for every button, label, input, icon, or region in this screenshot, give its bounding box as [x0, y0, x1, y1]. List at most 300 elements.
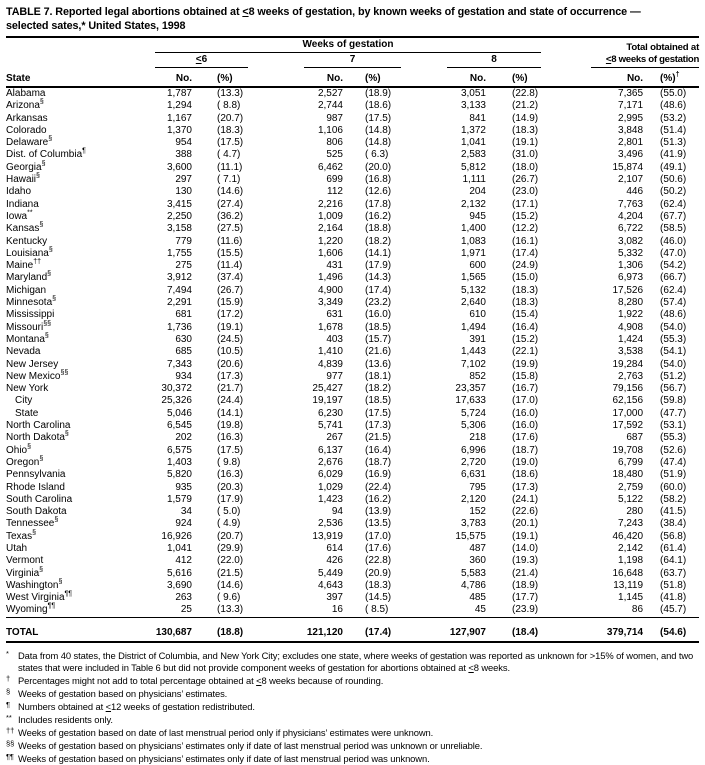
table-row	[6, 469, 699, 481]
percent-cell: ( 4.9)	[217, 518, 241, 530]
state-name-cell	[6, 87, 150, 100]
state-name-cell	[6, 186, 150, 198]
percent-cell: (17.5)	[217, 444, 244, 456]
percent-cell: (46.0)	[660, 235, 687, 247]
percent-cell: (18.1)	[365, 370, 392, 382]
state-name-cell	[6, 236, 150, 248]
number-cell: 3,912	[166, 272, 192, 284]
number-cell: 297	[175, 174, 192, 186]
total-pct-cell: (54.6)	[643, 617, 699, 642]
state-name: Michigan	[6, 284, 47, 296]
state-name: Vermont	[6, 555, 44, 567]
state-name: Alabama	[6, 88, 46, 99]
pct-column-header: (%)	[343, 68, 401, 87]
percent-cell: (22.0)	[217, 555, 244, 567]
table-row	[6, 211, 699, 223]
table-row	[6, 87, 699, 100]
percent-cell: (54.0)	[660, 321, 687, 333]
state-name-cell	[6, 506, 150, 518]
number-cell: 388	[175, 149, 192, 161]
number-cell: 525	[326, 149, 343, 161]
number-cell: 7,343	[166, 358, 192, 370]
percent-cell: (14.9)	[512, 112, 539, 124]
number-cell: 681	[175, 309, 192, 321]
percent-cell: (22.8)	[365, 555, 392, 567]
percent-cell: (18.3)	[217, 124, 244, 136]
number-cell: 1,041	[460, 137, 486, 149]
percent-cell: (51.9)	[660, 469, 687, 481]
number-cell: 30,372	[161, 383, 192, 395]
percent-cell: (15.2)	[512, 333, 539, 345]
number-cell: 17,592	[612, 420, 644, 432]
state-footnote-marker: ††	[33, 258, 42, 266]
table-row	[6, 395, 699, 407]
state-name: Rhode Island	[6, 481, 65, 493]
number-cell: 1,009	[317, 210, 343, 222]
percent-cell: (15.9)	[217, 297, 244, 309]
number-cell: 4,900	[317, 284, 343, 296]
state-name-cell	[6, 223, 150, 235]
percent-cell: (56.7)	[660, 383, 687, 395]
state-name-cell	[6, 568, 150, 580]
number-cell: 34	[180, 506, 192, 518]
table-row	[6, 555, 699, 567]
percent-cell: (22.1)	[512, 346, 539, 358]
percent-cell: (62.4)	[660, 198, 687, 210]
percent-cell: (36.2)	[217, 210, 244, 222]
total-obtained-header-line2: <8 weeks of gestation	[541, 53, 699, 68]
percent-cell: (12.6)	[365, 186, 392, 198]
percent-cell: (17.9)	[217, 493, 244, 505]
table-row	[6, 149, 699, 161]
footnote: §§ Weeks of gestation based on physicians’ estimates only if date of last menstrual period was unknown or unreliable.	[6, 738, 483, 751]
state-name: Indiana	[6, 198, 39, 210]
number-cell: 3,082	[618, 235, 644, 247]
number-cell: 431	[326, 260, 343, 272]
state-name-cell	[6, 113, 150, 125]
percent-cell: (21.5)	[217, 567, 244, 579]
number-cell: 16,648	[612, 567, 644, 579]
state-name-cell	[6, 469, 150, 481]
state-footnote-marker: §	[39, 566, 44, 574]
footnote-text: Includes residents only.	[18, 713, 113, 725]
number-cell: 2,132	[460, 198, 486, 210]
state-name: Idaho	[6, 186, 32, 198]
total-pct-cell: (17.4)	[343, 617, 401, 642]
table-row	[6, 236, 699, 248]
percent-cell: (17.5)	[365, 407, 392, 419]
number-cell: 3,415	[166, 198, 192, 210]
number-cell: 600	[469, 260, 486, 272]
table-row	[6, 580, 699, 592]
table-body	[6, 87, 699, 617]
percent-cell: (47.4)	[660, 456, 687, 468]
number-cell: 3,051	[460, 88, 486, 99]
percent-cell: (16.9)	[365, 469, 392, 481]
state-footnote-marker: §§	[60, 369, 69, 377]
number-cell: 86	[631, 604, 644, 616]
percent-cell: (22.8)	[512, 88, 539, 99]
percent-cell: (53.2)	[660, 112, 687, 124]
percent-cell: ( 4.7)	[217, 149, 241, 161]
number-cell: 1,029	[317, 481, 343, 493]
percent-cell: (23.9)	[512, 604, 539, 616]
state-name-cell	[6, 457, 150, 469]
number-cell: 2,536	[317, 518, 343, 530]
number-cell: 6,462	[317, 161, 343, 173]
number-cell: 1,971	[460, 247, 486, 259]
table-row	[6, 482, 699, 494]
state-name-cell	[6, 137, 150, 149]
number-cell: 7,763	[618, 198, 644, 210]
state-name: Delaware	[6, 137, 49, 149]
state-name-cell	[6, 346, 150, 358]
percent-cell: (18.3)	[512, 124, 539, 136]
state-footnote-marker: ¶	[82, 148, 86, 156]
percent-cell: (16.0)	[512, 407, 539, 419]
state-name-cell	[6, 518, 150, 530]
state-name: North Carolina	[6, 420, 71, 432]
state-footnote-marker: ¶¶	[64, 590, 73, 598]
number-cell: 4,908	[618, 321, 644, 333]
table-row	[6, 457, 699, 469]
percent-cell: (64.1)	[660, 555, 687, 567]
number-cell: 218	[469, 432, 486, 444]
number-cell: 1,106	[317, 124, 343, 136]
percent-cell: (15.0)	[512, 272, 539, 284]
percent-cell: (49.1)	[660, 161, 687, 173]
state-footnote-marker: **	[27, 209, 33, 217]
state-footnote-marker: §	[36, 172, 40, 180]
percent-cell: (54.0)	[660, 358, 687, 370]
state-footnote-marker: §	[48, 135, 53, 143]
number-cell: 7,494	[166, 284, 192, 296]
table-row	[6, 272, 699, 284]
state-footnote-marker: §	[54, 517, 59, 525]
table-row	[6, 432, 699, 444]
percent-cell: (22.6)	[512, 506, 539, 518]
percent-cell: (18.5)	[365, 321, 392, 333]
number-cell: 25,326	[161, 395, 192, 407]
number-cell: 18,480	[612, 469, 644, 481]
number-cell: 5,583	[460, 567, 486, 579]
state-name: Tennessee	[6, 518, 55, 530]
percent-cell: (18.2)	[365, 383, 392, 395]
percent-cell: (14.1)	[217, 407, 244, 419]
percent-cell: (16.4)	[512, 321, 539, 333]
percent-cell: (21.7)	[217, 383, 244, 395]
percent-cell: (16.2)	[365, 493, 392, 505]
number-cell: 152	[469, 506, 486, 518]
percent-cell: (20.9)	[365, 567, 392, 579]
percent-cell: (17.0)	[365, 530, 392, 542]
table-row	[6, 174, 699, 186]
number-cell: 2,583	[460, 149, 486, 161]
percent-cell: (41.5)	[660, 506, 687, 518]
percent-cell: (41.9)	[660, 149, 687, 161]
number-cell: 1,606	[317, 247, 343, 259]
table-row	[6, 199, 699, 211]
no-column-header: No.	[401, 68, 486, 87]
state-name: South Carolina	[6, 493, 73, 505]
percent-cell: (19.9)	[512, 358, 539, 370]
percent-cell: (60.0)	[660, 481, 687, 493]
number-cell: 1,423	[317, 493, 343, 505]
percent-cell: (14.8)	[365, 124, 392, 136]
percent-cell: (14.6)	[217, 579, 244, 591]
number-cell: 5,741	[317, 420, 343, 432]
state-name-cell	[6, 580, 150, 592]
percent-cell: (24.5)	[217, 333, 244, 345]
number-cell: 5,616	[166, 567, 192, 579]
number-cell: 5,812	[460, 161, 486, 173]
state-name: State	[15, 407, 39, 419]
percent-cell: (19.8)	[217, 420, 244, 432]
number-cell: 6,973	[618, 272, 644, 284]
footnotes	[6, 650, 699, 765]
pct-column-header: (%)	[486, 68, 541, 87]
table-row	[6, 494, 699, 506]
number-cell: 5,332	[618, 247, 644, 259]
percent-cell: (17.6)	[512, 432, 539, 444]
percent-cell: (21.5)	[365, 432, 392, 444]
number-cell: 25	[180, 604, 192, 616]
percent-cell: (18.6)	[365, 100, 392, 112]
number-cell: 202	[175, 432, 192, 444]
percent-cell: (14.3)	[365, 272, 392, 284]
number-cell: 112	[327, 186, 343, 198]
state-name: Wyoming	[6, 604, 48, 616]
percent-cell: ( 8.8)	[217, 100, 241, 112]
state-name: Kansas	[6, 223, 40, 235]
total-label: TOTAL	[6, 617, 150, 642]
number-cell: 1,041	[166, 542, 192, 554]
number-cell: 1,167	[166, 112, 192, 124]
gestation-table	[6, 38, 699, 643]
percent-cell: (13.9)	[365, 506, 392, 518]
number-cell: 1,678	[317, 321, 343, 333]
number-cell: 977	[326, 370, 343, 382]
percent-cell: (20.6)	[217, 358, 244, 370]
percent-cell: (16.3)	[217, 469, 244, 481]
number-cell: 1,083	[460, 235, 486, 247]
footnote: § Weeks of gestation based on physicians’ estimates.	[6, 686, 228, 699]
state-name: Mississippi	[6, 309, 55, 321]
percent-cell: (11.1)	[217, 161, 243, 173]
number-cell: 2,216	[317, 198, 343, 210]
percent-cell: (18.2)	[365, 235, 392, 247]
state-name-cell	[6, 395, 150, 407]
percent-cell: (16.0)	[365, 309, 392, 321]
number-cell: 280	[626, 506, 644, 518]
percent-cell: ( 8.5)	[365, 604, 389, 616]
percent-cell: (22.4)	[365, 481, 392, 493]
state-name: Utah	[6, 542, 28, 554]
state-name: New Jersey	[6, 358, 59, 370]
percent-cell: (20.0)	[365, 161, 392, 173]
number-cell: 2,107	[618, 174, 644, 186]
table-title	[6, 6, 699, 38]
state-footnote-marker: §	[39, 221, 44, 229]
percent-cell: (51.2)	[660, 370, 687, 382]
percent-cell: (23.2)	[365, 297, 392, 309]
percent-cell: (14.1)	[365, 247, 392, 259]
percent-cell: (17.7)	[512, 592, 539, 604]
state-footnote-marker: ¶¶	[47, 603, 56, 611]
state-name: Montana	[6, 333, 45, 345]
state-name-cell	[6, 174, 150, 186]
percent-cell: (17.4)	[512, 247, 539, 259]
number-cell: 685	[175, 346, 192, 358]
total-pct-cell: (18.4)	[486, 617, 541, 642]
percent-cell: (14.5)	[365, 592, 392, 604]
percent-cell: (11.6)	[217, 235, 243, 247]
percent-cell: (21.2)	[512, 100, 539, 112]
state-name: Arkansas	[6, 112, 48, 124]
number-cell: 3,349	[317, 297, 343, 309]
number-cell: 79,156	[612, 383, 644, 395]
number-cell: 17,000	[612, 407, 644, 419]
percent-cell: (31.0)	[512, 149, 539, 161]
number-cell: 614	[326, 542, 343, 554]
state-name-cell	[6, 260, 150, 272]
table-total	[6, 617, 699, 642]
total-obtained-header-line1: Total obtained at	[626, 42, 700, 53]
number-cell: 1,424	[618, 333, 644, 345]
number-cell: 5,046	[166, 407, 192, 419]
percent-cell: (24.4)	[217, 395, 244, 407]
percent-cell: (18.9)	[512, 579, 539, 591]
no-column-header: No.	[248, 68, 343, 87]
percent-cell: (54.1)	[660, 346, 687, 358]
number-cell: 699	[326, 174, 343, 186]
number-cell: 1,220	[317, 235, 343, 247]
state-name: West Virginia	[6, 592, 65, 604]
number-cell: 13,119	[613, 579, 644, 591]
table-row	[6, 137, 699, 149]
number-cell: 391	[469, 333, 486, 345]
number-cell: 841	[469, 112, 486, 124]
percent-cell: (53.1)	[660, 420, 687, 432]
percent-cell: (19.3)	[512, 555, 539, 567]
percent-cell: (10.5)	[217, 346, 244, 358]
state-name: South Dakota	[6, 506, 67, 518]
percent-cell: (20.3)	[217, 481, 244, 493]
state-name-cell	[6, 359, 150, 371]
percent-cell: (61.4)	[660, 542, 687, 554]
state-footnote-marker: §	[32, 529, 37, 537]
number-cell: 5,724	[460, 407, 486, 419]
percent-cell: (14.6)	[217, 186, 244, 198]
number-cell: 2,763	[618, 370, 644, 382]
number-cell: 1,736	[166, 321, 192, 333]
state-name-cell	[6, 100, 150, 112]
percent-cell: (16.0)	[512, 420, 539, 432]
table-row	[6, 223, 699, 235]
table-row	[6, 592, 699, 604]
number-cell: 45	[474, 604, 486, 616]
number-cell: 130	[175, 186, 192, 198]
state-name: Pennsylvania	[6, 469, 66, 481]
table-title-line1: TABLE 7. Reported legal abortions obtained at <8 weeks of gestation, by known weeks of gestation and state of occurrence —	[6, 6, 641, 18]
number-cell: 6,029	[317, 469, 343, 481]
footnote: †† Weeks of gestation based on date of last menstrual period only if physicians’ estimates were unknown.	[6, 725, 434, 738]
number-cell: 1,922	[618, 309, 644, 321]
number-cell: 13,919	[312, 530, 343, 542]
state-name-cell	[6, 592, 150, 604]
percent-cell: (37.4)	[217, 272, 244, 284]
group-header-8: 8	[401, 53, 541, 68]
percent-cell: (18.3)	[512, 297, 539, 309]
number-cell: 1,403	[166, 456, 192, 468]
percent-cell: (19.1)	[217, 321, 244, 333]
percent-cell: (51.3)	[660, 137, 687, 149]
percent-cell: (15.8)	[512, 370, 539, 382]
footnote-text: Weeks of gestation based on physicians’ estimates only if date of last menstrual period was unknown.	[18, 752, 430, 764]
pct-column-header: (%)	[192, 68, 248, 87]
number-cell: 62,156	[612, 395, 644, 407]
percent-cell: (18.7)	[512, 444, 539, 456]
number-cell: 2,801	[618, 137, 644, 149]
number-cell: 6,575	[166, 444, 192, 456]
percent-cell: (13.5)	[365, 518, 392, 530]
number-cell: 852	[469, 370, 486, 382]
number-cell: 19,284	[612, 358, 644, 370]
number-cell: 2,142	[618, 542, 644, 554]
number-cell: 6,799	[618, 456, 644, 468]
state-name-cell	[6, 149, 150, 161]
state-name: Georgia	[6, 161, 42, 173]
state-name-cell	[6, 408, 150, 420]
table-row	[6, 100, 699, 112]
percent-cell: (12.2)	[512, 223, 539, 235]
percent-cell: (58.2)	[660, 493, 687, 505]
state-name: Virginia	[6, 567, 40, 579]
percent-cell: (18.3)	[512, 284, 539, 296]
number-cell: 23,357	[455, 383, 486, 395]
header-spacer	[6, 53, 150, 68]
percent-cell: (47.7)	[660, 407, 687, 419]
footnote: ** Includes residents only.	[6, 712, 113, 725]
number-cell: 7,102	[460, 358, 486, 370]
number-cell: 631	[326, 309, 343, 321]
percent-cell: (17.0)	[512, 395, 539, 407]
table-row	[6, 383, 699, 395]
state-name-cell	[6, 272, 150, 284]
table-row	[6, 334, 699, 346]
number-cell: 4,643	[317, 579, 343, 591]
state-column-header: State	[6, 68, 150, 87]
state-name-cell	[6, 162, 150, 174]
state-name: Nevada	[6, 346, 41, 358]
percent-cell: (15.4)	[512, 309, 539, 321]
footnote-text: Data from 40 states, the District of Columbia, and New York City; excludes one state, where weeks of gestation was reported as unknown for >15% of women, and two states that were included in Table 6 but did not provide component weeks of gestation for abortions obtained at <8 weeks.	[18, 649, 694, 673]
number-cell: 2,291	[166, 297, 192, 309]
percent-cell: (16.8)	[365, 174, 392, 186]
state-name: New York	[6, 383, 49, 395]
state-footnote-marker: §	[48, 246, 53, 254]
state-name-cell	[6, 285, 150, 297]
number-cell: 46,420	[612, 530, 644, 542]
percent-cell: (66.7)	[660, 272, 687, 284]
state-footnote-marker: §	[52, 295, 57, 303]
percent-cell: ( 6.3)	[365, 149, 389, 161]
percent-cell: (17.3)	[217, 370, 244, 382]
footnote-text: Weeks of gestation based on physicians’ estimates only if date of last menstrual period was unknown or unreliable.	[18, 739, 483, 751]
state-name: New Mexico	[6, 370, 61, 382]
number-cell: 5,449	[317, 567, 343, 579]
state-name: Washington	[6, 579, 59, 591]
